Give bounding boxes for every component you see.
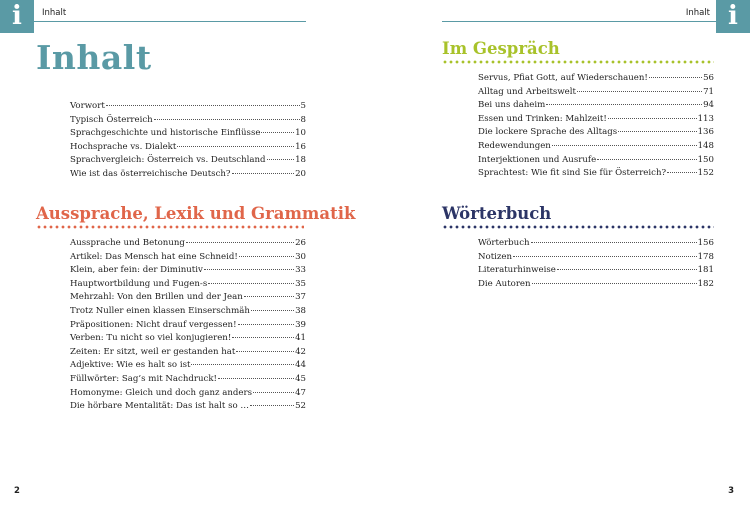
toc-entry-page: 33 <box>295 265 306 276</box>
toc-entry <box>70 387 306 401</box>
toc-entry-page: 8 <box>300 114 306 125</box>
toc-entry-page: 45 <box>295 373 306 384</box>
toc-entry-label: Trotz Nuller einen klassen Einserschmäh <box>70 305 250 316</box>
toc-dot-leader <box>177 146 294 147</box>
running-head-left: Inhalt <box>42 8 67 18</box>
toc-entry <box>70 319 306 333</box>
toc-dot-leader <box>191 364 294 365</box>
toc-entry <box>478 113 714 127</box>
toc-entry-label: Sprachgeschichte und historische Einflüsse <box>70 128 261 139</box>
toc-dot-leader <box>649 77 702 78</box>
toc-entry-label: Notizen <box>478 251 513 262</box>
toc-dot-leader <box>618 131 696 132</box>
toc-entry-page: 178 <box>697 251 714 262</box>
toc-entry-label: Servus, Pfiat Gott, auf Wiederschauen! <box>478 73 648 83</box>
toc-entry-page: 41 <box>295 333 306 344</box>
toc-dot-leader <box>154 119 300 120</box>
toc-dot-leader <box>577 91 702 92</box>
toc-dot-leader <box>557 269 697 270</box>
toc-dot-leader <box>218 378 294 379</box>
toc-dot-leader <box>236 351 294 352</box>
toc-entry-page: 20 <box>295 168 306 179</box>
toc-dot-leader <box>253 392 294 393</box>
toc-entry <box>70 359 306 373</box>
toc-entry-label: Bei uns daheim <box>478 100 546 111</box>
toc-gespraech-list <box>478 72 714 181</box>
info-icon: i <box>716 0 750 33</box>
toc-entry-page: 152 <box>697 168 714 179</box>
toc-entry <box>70 373 306 387</box>
toc-entry-label: Zeiten: Er sitzt, weil er gestanden hat <box>70 346 236 357</box>
toc-dot-leader <box>608 118 697 119</box>
toc-entry-page: 150 <box>697 154 714 165</box>
toc-entry <box>70 400 306 414</box>
toc-entry-label: Die Autoren <box>478 278 531 289</box>
toc-dot-leader <box>251 310 294 311</box>
toc-entry <box>478 154 714 168</box>
toc-dot-leader <box>667 172 696 173</box>
toc-entry-page: 10 <box>295 128 306 139</box>
toc-entry <box>478 237 714 251</box>
toc-entry-page: 148 <box>697 140 714 151</box>
toc-entry <box>70 332 306 346</box>
toc-entry <box>478 72 714 86</box>
toc-entry-label: Redewendungen <box>478 140 551 151</box>
toc-entry-page: 44 <box>295 360 306 371</box>
toc-entry-page: 35 <box>295 278 306 289</box>
toc-entry <box>70 127 306 141</box>
toc-entry-label: Essen und Trinken: Mahlzeit! <box>478 113 607 124</box>
toc-dot-leader <box>597 159 696 160</box>
toc-entry-page: 16 <box>295 141 306 152</box>
toc-entry-label: Die lockere Sprache des Alltags <box>478 127 618 138</box>
toc-intro-list <box>70 100 306 182</box>
toc-dot-leader <box>238 324 295 325</box>
toc-entry-page: 37 <box>295 292 306 303</box>
toc-entry <box>70 100 306 114</box>
toc-entry <box>70 305 306 319</box>
toc-entry-page: 52 <box>295 401 306 412</box>
toc-aussprache-list <box>70 237 306 414</box>
toc-entry-page: 26 <box>295 238 306 248</box>
toc-entry <box>478 251 714 265</box>
page-number-right: 3 <box>728 486 734 496</box>
toc-entry-label: Adjektive: Wie es halt so ist <box>70 360 191 371</box>
toc-entry-label: Die hörbare Mentalität: Das ist halt so … <box>70 401 249 412</box>
toc-entry-page: 30 <box>295 251 306 262</box>
toc-entry-label: Literaturhinweise <box>478 265 556 276</box>
toc-entry-label: Hochsprache vs. Dialekt <box>70 141 177 152</box>
info-icon: i <box>0 0 34 33</box>
toc-entry <box>478 264 714 278</box>
toc-entry-label: Klein, aber fein: der Diminutiv <box>70 265 203 276</box>
toc-entry-label: Vorwort <box>70 101 105 111</box>
toc-entry-page: 47 <box>295 387 306 398</box>
toc-entry-label: Sprachtest: Wie fit sind Sie für Österreich? <box>478 168 667 179</box>
toc-entry-label: Wörterbuch <box>478 238 530 248</box>
toc-entry-label: Füllwörter: Sag’s mit Nachdruck! <box>70 373 217 384</box>
toc-entry-page: 71 <box>703 86 714 97</box>
toc-entry <box>70 168 306 182</box>
toc-entry-label: Verben: Tu nicht so viel konjugieren! <box>70 333 232 344</box>
toc-entry-label: Alltag und Arbeitswelt <box>478 86 576 97</box>
toc-entry-page: 113 <box>697 113 714 124</box>
toc-entry-label: Homonyme: Gleich und doch ganz anders <box>70 387 253 398</box>
section-title-aussprache: Aussprache, Lexik und Grammatik <box>36 204 356 223</box>
toc-entry-page: 42 <box>295 346 306 357</box>
toc-entry <box>70 264 306 278</box>
toc-entry-page: 56 <box>703 73 714 83</box>
toc-woerterbuch-list <box>478 237 714 291</box>
toc-entry-label: Typisch Österreich <box>70 114 153 125</box>
toc-entry <box>478 126 714 140</box>
toc-entry <box>70 346 306 360</box>
toc-dot-leader <box>232 337 294 338</box>
toc-entry <box>478 99 714 113</box>
toc-entry <box>478 278 714 292</box>
toc-entry <box>70 154 306 168</box>
header-rule-left <box>34 21 306 22</box>
section-title-gespraech: Im Gespräch <box>442 39 560 58</box>
toc-entry-page: 136 <box>697 127 714 138</box>
toc-dot-leader <box>261 132 294 133</box>
toc-dot-leader <box>546 104 702 105</box>
toc-entry-page: 5 <box>300 101 306 111</box>
toc-entry <box>478 140 714 154</box>
toc-entry <box>70 278 306 292</box>
toc-dot-leader <box>250 405 294 406</box>
toc-dot-leader <box>239 256 294 257</box>
toc-entry-page: 18 <box>295 155 306 166</box>
toc-dot-leader <box>106 105 300 106</box>
toc-entry-page: 156 <box>697 238 714 248</box>
toc-dot-leader <box>532 283 697 284</box>
running-head-right: Inhalt <box>685 8 710 18</box>
toc-entry <box>478 167 714 181</box>
toc-dot-leader <box>531 242 697 243</box>
toc-dot-leader <box>208 283 294 284</box>
toc-entry-label: Präpositionen: Nicht drauf vergessen! <box>70 319 237 330</box>
toc-entry-page: 182 <box>697 278 714 289</box>
toc-entry <box>478 86 714 100</box>
toc-entry-label: Wie ist das österreichische Deutsch? <box>70 168 231 179</box>
toc-entry-page: 39 <box>295 319 306 330</box>
section-dots-woerterbuch <box>442 225 714 229</box>
toc-entry <box>70 291 306 305</box>
toc-dot-leader <box>186 242 294 243</box>
header-rule-right <box>442 21 716 22</box>
page-number-left: 2 <box>14 486 20 496</box>
section-title-woerterbuch: Wörterbuch <box>442 204 552 223</box>
toc-entry-label: Aussprache und Betonung <box>70 238 185 248</box>
section-dots-aussprache <box>36 225 304 229</box>
toc-dot-leader <box>513 256 697 257</box>
toc-entry <box>70 251 306 265</box>
toc-entry-page: 38 <box>295 305 306 316</box>
toc-entry-label: Mehrzahl: Von den Brillen und der Jean <box>70 292 243 303</box>
toc-entry-label: Artikel: Das Mensch hat eine Schneid! <box>70 251 238 262</box>
toc-entry <box>70 114 306 128</box>
toc-dot-leader <box>244 296 294 297</box>
toc-entry-label: Sprachvergleich: Österreich vs. Deutschland <box>70 155 266 166</box>
toc-dot-leader <box>267 159 295 160</box>
toc-dot-leader <box>232 173 295 174</box>
toc-entry <box>70 141 306 155</box>
page-title: Inhalt <box>36 38 152 77</box>
toc-entry-label: Hauptwortbildung und Fugen-s <box>70 278 208 289</box>
toc-dot-leader <box>204 269 294 270</box>
toc-entry-page: 181 <box>697 265 714 276</box>
toc-entry-label: Interjektionen und Ausrufe <box>478 154 597 165</box>
toc-entry-page: 94 <box>703 100 714 111</box>
toc-entry <box>70 237 306 251</box>
section-dots-gespraech <box>442 60 714 64</box>
toc-dot-leader <box>552 145 697 146</box>
